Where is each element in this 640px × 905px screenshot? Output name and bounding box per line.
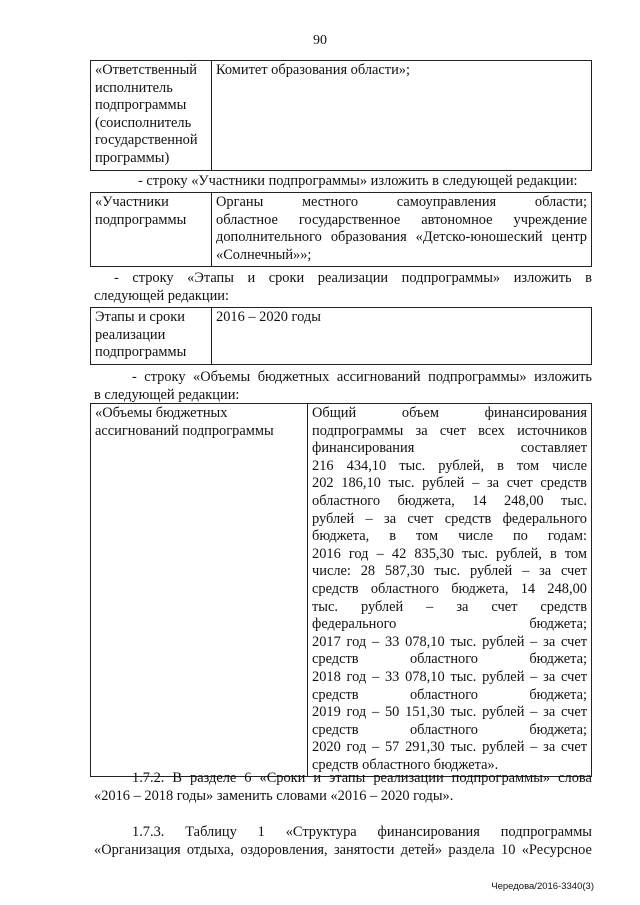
cell-line: (соисполнитель [95, 114, 192, 131]
table-cell-value [212, 61, 592, 171]
cell-line: федерального бюджета; [312, 616, 587, 633]
table-row [91, 308, 592, 365]
instruction-participants: - строку «Участники подпрограммы» изложить в следующей редакции: [138, 173, 578, 189]
cell-line: подпрограммы за счет всех источников [312, 422, 587, 439]
instruction-line: - строку «Этапы и сроки реализации подпрограммы» изложить в [114, 270, 592, 286]
table-cell-value [212, 308, 592, 365]
instruction-budget: - строку «Объемы бюджетных ассигнований подпрограммы» изложить в следующей редакции: [94, 369, 592, 403]
cell-line: Органы местного самоуправления области; [216, 194, 587, 210]
cell-line: 2017 год – 33 078,10 тыс. рублей – за счет [312, 633, 587, 650]
instruction-stages: - строку «Этапы и сроки реализации подпрограммы» изложить в следующей редакции: [94, 270, 592, 304]
cell-line: финансирования составляет [312, 440, 587, 457]
table-stages [90, 307, 592, 365]
cell-line: 2016 – 2020 годы [216, 309, 321, 325]
cell-line: программы) [95, 149, 170, 166]
cell-line: Общий объем финансирования [312, 405, 587, 421]
table-row [91, 193, 592, 267]
table-budget-allocations [90, 403, 592, 777]
cell-line: ассигнований подпрограммы [95, 422, 274, 439]
cell-line: Этапы и сроки [95, 309, 185, 325]
cell-line: «Солнечный»»; [216, 246, 312, 263]
cell-line: подпрограммы [95, 97, 187, 114]
cell-line: средств областного бюджета, 14 248,00 [312, 580, 587, 597]
cell-line: «Объемы бюджетных [95, 405, 228, 421]
cell-line: 2020 год – 57 291,30 тыс. рублей – за счет [312, 739, 587, 756]
cell-line: реализации [95, 326, 166, 343]
cell-line: 216 434,10 тыс. рублей, в том числе [312, 457, 587, 474]
document-code: Чередова/2016-3340(3) [491, 881, 594, 892]
cell-line: 202 186,10 тыс. рублей – за счет средств [312, 475, 587, 492]
table-cell-value [212, 193, 592, 267]
cell-line: рублей – за счет средств федерального [312, 510, 587, 527]
cell-line: бюджета, в том числе по годам: [312, 528, 587, 545]
cell-line: средств областного бюджета; [312, 721, 587, 738]
paragraph-1-7-2: 1.7.2. В разделе 6 «Сроки и этапы реализации подпрограммы» слова «2016 – 2018 годы» заменить словами «2016 – 2020 годы». [94, 770, 592, 804]
table-responsible-executor [90, 60, 592, 171]
table-participants [90, 192, 592, 267]
cell-line: Комитет образования области»; [216, 62, 410, 78]
table-cell-label [91, 61, 212, 171]
cell-line: средств областного бюджета; [312, 686, 587, 703]
cell-line: средств областного бюджета». [312, 756, 499, 773]
table-cell-label [91, 404, 308, 777]
cell-line: числе: 28 587,30 тыс. рублей – за счет [312, 563, 587, 580]
instruction-line: - строку «Объемы бюджетных ассигнований подпрограммы» изложить [132, 369, 592, 385]
cell-line: средств областного бюджета; [312, 651, 587, 668]
paragraph-line: 1.7.2. В разделе 6 «Сроки и этапы реализации подпрограммы» слова [132, 770, 592, 786]
cell-line: 2018 год – 33 078,10 тыс. рублей – за счет [312, 668, 587, 685]
cell-line: 2016 год – 42 835,30 тыс. рублей, в том [312, 545, 587, 562]
cell-line: 2019 год – 50 151,30 тыс. рублей – за счет [312, 704, 587, 721]
cell-line: подпрограммы [95, 344, 187, 361]
paragraph-1-7-3 [94, 824, 592, 859]
page-number: 90 [313, 33, 327, 48]
table-row [91, 404, 592, 777]
cell-line: дополнительного образования «Детско-юношеский центр [216, 229, 587, 246]
cell-line: «Участники [95, 194, 169, 210]
table-cell-label [91, 193, 212, 267]
cell-line: государственной [95, 132, 198, 149]
cell-line: тыс. рублей – за счет средств [312, 598, 587, 615]
table-cell-value [308, 404, 592, 777]
paragraph-line: «Организация отдыха, оздоровления, занятости детей» раздела 10 «Ресурсное [94, 841, 592, 858]
table-cell-label [91, 308, 212, 365]
cell-line: областного бюджета, 14 248,00 тыс. [312, 492, 587, 509]
cell-line: «Ответственный [95, 62, 197, 78]
cell-line: исполнитель [95, 79, 173, 96]
paragraph-line: 1.7.3. Таблицу 1 «Структура финансирования подпрограммы [132, 824, 592, 840]
cell-line: областное государственное автономное учреждение [216, 211, 587, 228]
cell-line: подпрограммы [95, 211, 187, 228]
table-row [91, 61, 592, 171]
